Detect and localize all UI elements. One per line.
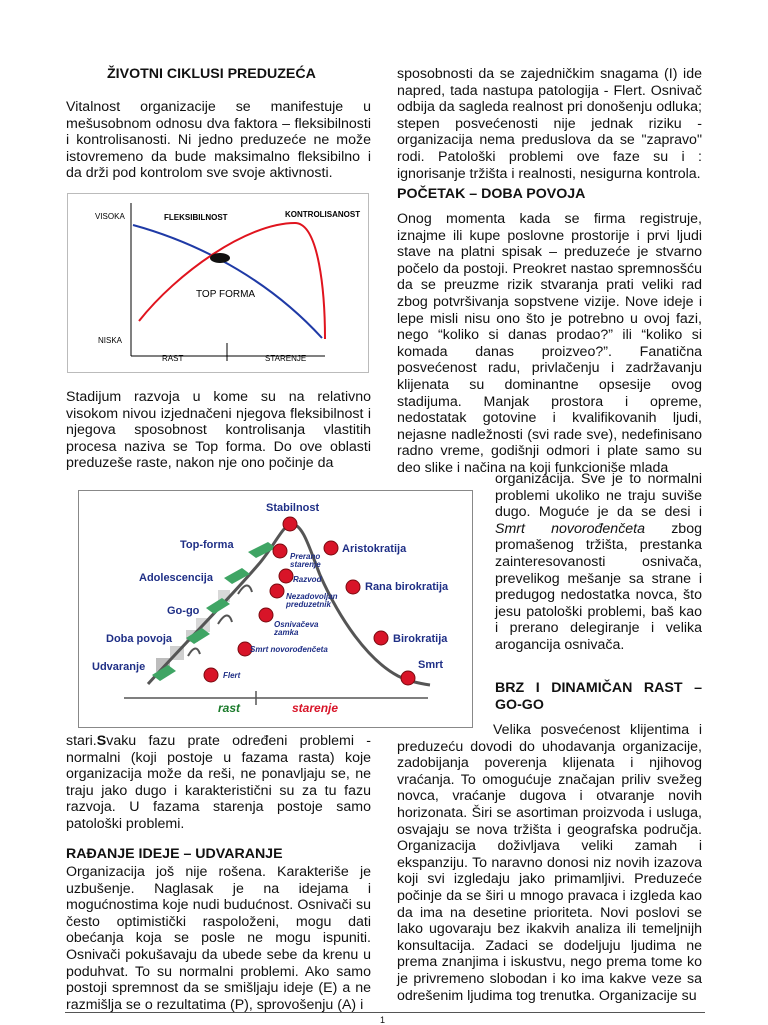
flexibility-label: FLEKSIBILNOST	[164, 213, 228, 222]
trap-zamka-1: Osnivačeva	[274, 620, 319, 629]
stage-birokratija: Birokratija	[393, 633, 448, 645]
node-prerano	[273, 544, 287, 558]
trap-zamka-2: zamka	[274, 628, 299, 637]
udvaranje-paragraph: Organizacija još nije rošena. Karakteriše je uzbušenje. Naglasak je na idejama i mogućnostima koje nudi budućnost. Osnivači su često optimistički raspoloženi, mogu dati obećanja koja se posle ne mogu ispuniti. Osnivači pokušavaju da ubede sebe da krenu u poduhvat. To su normalni problemi. Ako samo postoji spremnost da se smišljaju ideje (E) a ne razmišlja se o rezultatima (P), sprovošenju (A) i	[66, 864, 371, 1013]
top-forma-paragraph: Stadijum razvoja u kome su na relativno visokom nivou izjednačeni njegova fleksibilnost i njegova sposobnost kontrolisanja vlastitih procesa naziva se Top forma. Do ove oblasti preduzeše raste, nakon nje ono počinje da	[66, 389, 371, 472]
heading-povoj: POČETAK – DOBA POVOJA	[397, 186, 586, 202]
page-number: 1	[380, 1015, 386, 1025]
x-label-growth: RAST	[162, 354, 184, 363]
y-label-low: NISKA	[98, 336, 123, 345]
trap-smrtnov: Smrt novorođenčeta	[250, 645, 328, 654]
y-label-high: VISOKA	[95, 212, 125, 221]
heading-udvaranje: RAĐANJE IDEJE – UDVARANJE	[66, 846, 283, 862]
top-form-marker	[210, 253, 230, 263]
gogo-paragraph: Velika posvećenost klijentima i preduzeću dovodi do uhodavanja organizacije, zadobijanja poverenja klijenata i njihovog vraćanja. To omogućuje značajan priliv svežeg novca, vraćanje dugova i otvaranje novih horizonata. Širi se asortiman proizvoda i usluga, osvajaju se nova tržišta i geografska područja. Organizacija doživljava veliki zamah i ekspanziju. To naravno donosi niz novih izazova koji svi izgledaju jako primamljivi. Preduzeće počinje da se širi u mnogo pravaca i izgleda kao da ima na desetine prioriteta. Novi poslovi se lako ugovaraju bez ikakvih analiza ili temeljnijh konsultacija. Zadaci se dodeljuju ljudima ne prema znanjima i iskustvu, nego prema tome ko je privremeno slobodan i ko ima kakve veze sa odrešenim ljudima tog trenutka. Organizacije su	[397, 722, 702, 1004]
trap-prerano-2: starenje	[290, 560, 321, 569]
stage-povoj: Doba povoja	[106, 633, 173, 645]
trap-razvod: Razvod	[293, 575, 322, 584]
node-flert	[204, 668, 218, 682]
page-title: ŽIVOTNI CIKLUSI PREDUZEĆA	[107, 66, 316, 82]
stage-ranabirokratija: Rana birokratija	[365, 581, 449, 593]
heading-gogo: BRZ I DINAMIČAN RAST – GO-GO	[495, 680, 702, 713]
stage-topforma: Top-forma	[180, 539, 234, 551]
flert-paragraph: sposobnosti da se zajedničkim snagama (I) ide napred, tada nastupa patologija - Flert. Osnivač odbija da sagleda realnost pri donošenju odluka; stepen posvećenosti nije jednak riziku - organizacija nema preduslova da se "zapravo" rodi. Patološki problemi ove faze su i : ignorisanje tržišta i realnosti, nesigurna kontrola.	[397, 66, 702, 182]
stage-adolescencija: Adolescencija	[139, 572, 213, 584]
node-nezad	[270, 584, 284, 598]
control-label: KONTROLISANOST	[285, 210, 361, 219]
intro-paragraph: Vitalnost organizacije se manifestuje u mešusobnom odnosu dva faktora – fleksibilnosti i kontrolisanosti. Ni jedno preduzeće ne može istovremeno da bude maksimalno fleksibilno i da drži pod kontrolom sve svoje aktivnosti.	[66, 99, 371, 182]
node-razvod	[279, 569, 293, 583]
x-label-aging: STARENJE	[265, 354, 307, 363]
povoj-continued-paragraph: organizacija. Sve je to normalni problemi ukoliko ne traju suviše dugo. Moguće je da se desi i Smrt novorođenčeta zbog promašenog tržišta, prestanka zainteresovanosti osnivača, prevelikog mešanje sa strane i predugog nedostatka novca, što jesu patološki problemi, baš kao i prerano delegiranje i velika arogancija osnivača.	[495, 471, 702, 653]
flexibility-control-figure	[67, 193, 369, 373]
stage-udvaranje: Udvaranje	[92, 661, 146, 673]
stage-stabilnost: Stabilnost	[266, 502, 320, 514]
node-birokratija	[374, 631, 388, 645]
top-form-label: TOP FORMA	[196, 289, 256, 300]
phases-paragraph: stari.Svaku fazu prate određeni problemi - normalni (koji postoje u fazama rasta) koje organizacija može da reši, ne ponavljaju se, ne traju jako dugo i karakteristični su za tu fazu razvoja. U fazama starenja postoje samo patološki problemi.	[66, 733, 371, 832]
axis-aging-label: starenje	[292, 701, 339, 715]
stage-smrt: Smrt	[418, 659, 444, 671]
stage-gogo: Go-go	[167, 605, 200, 617]
footer-line	[65, 1012, 705, 1013]
node-ranabirokratija	[346, 580, 360, 594]
node-zamka	[259, 608, 273, 622]
povoj-paragraph: Onog momenta kada se firma registruje, iznajme ili kupe poslovne prostorije i prvi ljudi stave na platni spisak – preduzeće je stvarno počelo da postoji. Preokret nastao spremnosšću da se preuzme rizik stvaranja prati veliki rad zbog potvršivanja sopstvene vizije. Nove ideje i lepe misli nisu ono što je potrebno u ovoj fazi, nego “koliko si danas prodao?” ili “koliko si komada danas proizveo?”. Fanatična posvećenost radu, privlačenju i zadržavanju klijenata su dominantne opsesije ovog stadijuma. Manjak prostora i opreme, nedostatak gotovine i kvalifikovanih ljudi, nejasne nadležnosti (svi rade sve), nedefinisano radno vreme, godišnji odmori i plate samo su deo slike i načina na koji funkcioniše mlada	[397, 211, 702, 476]
stage-aristokratija: Aristokratija	[342, 543, 407, 555]
axis-growth-label: rast	[218, 701, 241, 715]
node-stabilnost	[283, 517, 297, 531]
trap-prerano-1: Prerano	[290, 552, 321, 561]
trap-flert: Flert	[223, 671, 241, 680]
trap-nezad-1: Nezadovoljan	[286, 592, 338, 601]
node-aristokratija	[324, 541, 338, 555]
node-smrt	[401, 671, 415, 685]
lifecycle-figure	[78, 490, 473, 728]
trap-nezad-2: preduzetnik	[286, 600, 331, 609]
